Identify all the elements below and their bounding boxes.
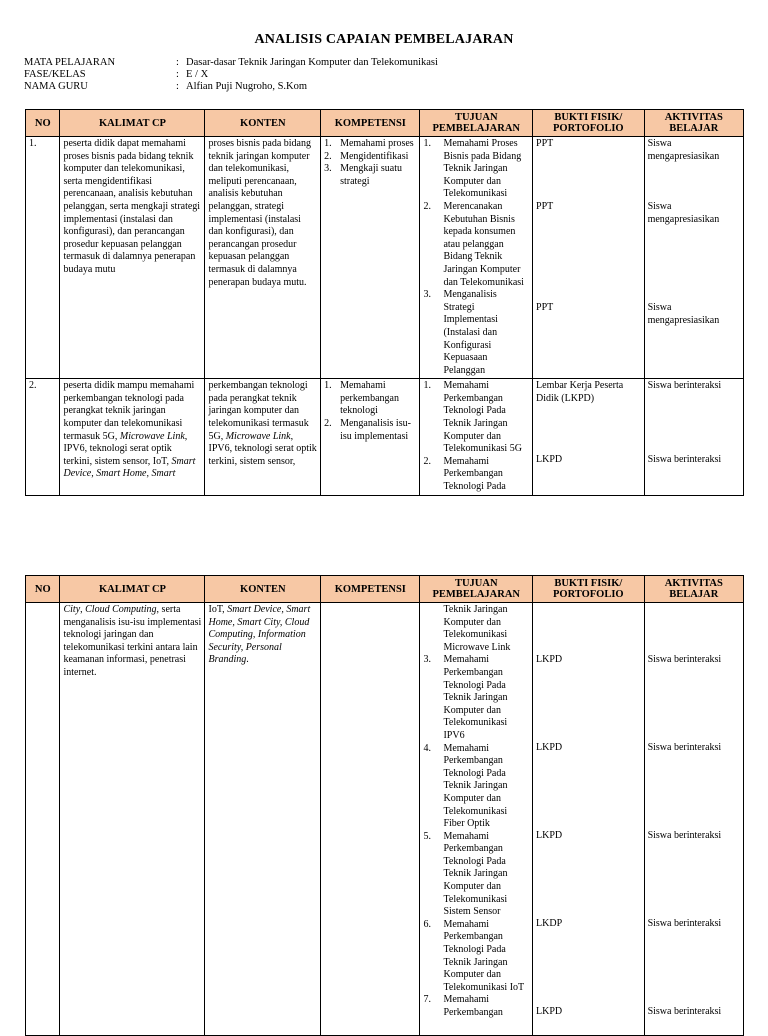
item-number: 2. [324,418,332,430]
list-item-continued [423,604,529,654]
aktivitas-item: Siswa berinteraksi [647,1006,722,1017]
analysis-table-page-2 [25,575,744,1036]
aktivitas-cell [644,603,743,1036]
document-meta [24,57,438,93]
italic-term: Microwave Link [119,430,185,442]
text-run: IoT, [208,604,228,615]
meta-row-subject [24,57,438,69]
bukti-item: LKDP [536,918,563,929]
meta-separator: : [176,69,179,80]
bukti-item: PPT [536,138,554,149]
list-item [324,151,416,164]
document-title: ANALISIS CAPAIAN PEMBELAJARAN [254,32,514,47]
list-item [423,201,529,289]
list-item [324,418,416,443]
header-aktivitas-belajar [644,576,743,603]
header-line: TUJUAN [454,578,498,589]
header-line: AKTIVITAS [664,578,723,589]
list-item [423,380,529,456]
header-line: BELAJAR [669,123,719,134]
tujuan-cell [420,137,533,379]
item-text: Memahami Perkembangan Teknologi Pada Teknik Jaringan Komputer dan Telekomunikasi Fiber Optik [443,742,508,830]
item-text: Memahami Perkembangan Teknologi Pada Teknik Jaringan Komputer dan Telekomunikasi Sistem Sensor [443,830,508,918]
item-number: 3. [423,289,431,301]
meta-row-teacher [24,81,438,93]
bukti-item: PPT [536,201,554,212]
text-run: peserta didik mampu memahami perkembangan teknologi pada perangkat teknik jaringan komputer dan telekomunikasi termasuk 5G, [63,380,195,442]
item-text: Mengidentifikasi [340,150,409,162]
list-item [324,138,416,151]
item-text: Menganalisis Strategi Implementasi (Instalasi dan Konfigurasi Kepuasaan Pelanggan [443,289,498,376]
table-header-row [26,110,744,137]
item-text: Memahami Perkembangan Teknologi Pada Teknik Jaringan Komputer dan Telekomunikasi IoT [443,918,525,993]
header-no: NO [26,110,60,137]
list-item [423,831,529,919]
analysis-table-page-1 [25,109,744,496]
aktivitas-item: Siswa mengapresiasikan [647,138,720,162]
text-run: . [246,654,249,666]
tujuan-cell [420,603,533,1036]
aktivitas-cell [644,137,743,379]
italic-term: Cloud Computing [85,604,157,615]
header-line: AKTIVITAS [664,112,723,123]
item-text: Mengkaji suatu strategi [340,163,403,187]
header-tujuan-pembelajaran [420,576,533,603]
bukti-item: LKPD [536,454,563,466]
item-number: 2. [423,455,431,467]
item-text: Memahami Perkembangan Teknologi Pada [443,455,506,493]
header-line: TUJUAN [454,112,498,123]
meta-value: Alfian Puji Nugroho, S.Kom [186,81,308,92]
meta-value: Dasar-dasar Teknik Jaringan Komputer dan Telekomunikasi [186,57,438,68]
list-item [423,919,529,995]
text-run: , [80,604,86,615]
header-bukti-fisik [533,576,645,603]
header-tujuan-pembelajaran [420,110,533,137]
item-text: Memahami Perkembangan [443,994,503,1018]
item-text: Memahami perkembangan teknologi [340,380,399,417]
aktivitas-item: Siswa berinteraksi [647,380,722,392]
konten-cell: proses bisnis pada bidang teknik jaringan komputer dan telekomunikasi, meliputi perencanaan, analisis kebutuhan pelanggan, strategi implementasi (instalasi dan konfigurasi), dan perancangan prosedur kepuasan pelanggan termasuk di dalamnya penerapan budaya mutu. [205,137,321,379]
kalimat-cp-cell [60,379,205,495]
bukti-item: LKPD [536,654,563,665]
italic-term: City [63,604,81,615]
konten-cell [205,603,321,1036]
list-item [324,380,416,418]
text-run: , serta menganalisis isu-isu implementasi teknologi jaringan dan telekomunikasi terkini antara lain keamanan informasi, penetrasi internet. [63,604,202,678]
header-line: BELAJAR [669,589,719,600]
meta-separator: : [176,81,179,92]
italic-term: Smart Device, Smart Home, Smart City, Cloud Computing, Information Security, Personal Branding [208,604,311,666]
item-text: Memahami Proses Bisnis pada Bidang Teknik Jaringan Komputer dan Telekomunikasi [443,138,522,200]
table-header-row [26,576,744,603]
meta-label: NAMA GURU [24,81,88,92]
italic-term: Smart Device, Smart Home, Smart [63,455,196,480]
item-text: Memahami proses [340,138,414,149]
bukti-item: PPT [536,302,554,313]
header-konten: KONTEN [205,110,321,137]
text-run: , IPV6, teknologi serat optik terkini, sistem sensor, IoT, [63,430,188,467]
item-number: 1. [423,138,431,149]
item-text: Memahami Perkembangan Teknologi Pada Teknik Jaringan Komputer dan Telekomunikasi IPV6 [443,654,508,741]
bukti-cell [533,603,645,1036]
row-number [26,603,60,1036]
meta-row-class [24,69,438,81]
item-number: 3. [423,654,431,666]
kompetensi-cell [321,379,420,495]
row-number: 2. [26,379,60,495]
list-item [423,289,529,377]
aktivitas-item: Siswa mengapresiasikan [647,201,720,225]
aktivitas-item: Siswa berinteraksi [647,830,722,841]
aktivitas-item: Siswa berinteraksi [647,654,722,665]
item-number: 3. [324,163,332,175]
kompetensi-cell [321,137,420,379]
item-number-blank [423,604,443,654]
aktivitas-item: Siswa berinteraksi [647,742,722,753]
bukti-item: LKPD [536,1006,563,1017]
kalimat-cp-cell [60,603,205,1036]
row-number: 1. [26,137,60,379]
header-line: PEMBELAJARAN [432,123,520,134]
list-item [423,138,529,201]
item-number: 1. [324,380,332,392]
header-kalimat-cp: KALIMAT CP [60,576,205,603]
header-kalimat-cp: KALIMAT CP [60,110,205,137]
item-number: 6. [423,918,431,930]
list-item [423,456,529,494]
item-number: 1. [324,138,332,149]
bukti-item: LKPD [536,742,563,753]
bukti-cell [533,137,645,379]
item-text: Merencanakan Kebutuhan Bisnis kepada konsumen atau pelanggan Bidang Teknik Jaringan Komputer dan Telekomunikasi [443,200,524,288]
aktivitas-item: Siswa mengapresiasikan [647,302,720,326]
meta-label: FASE/KELAS [24,69,86,80]
header-aktivitas-belajar [644,110,743,137]
table-row [26,137,744,379]
item-number: 2. [324,150,332,162]
item-text: Teknik Jaringan Komputer dan Telekomunikasi Microwave Link [443,604,511,653]
header-line: BUKTI FISIK/ [554,112,623,123]
meta-separator: : [176,57,179,68]
bukti-cell [533,379,645,495]
meta-value: E / X [186,69,209,80]
bukti-item: LKPD [536,830,563,841]
list-item [423,654,529,742]
konten-cell [205,379,321,495]
aktivitas-item: Siswa berinteraksi [647,454,722,466]
kalimat-cp-cell: peserta didik dapat memahami proses bisnis pada bidang teknik komputer dan telekomunikasi, serta mengidentifikasi perencanaan, analisis kebutuhan pelanggan, serta mengkaji strategi implementasi (instalasi dan konfigurasi), dan perancangan prosedur kepuasan pelanggan termasuk di dalamnya penerapan budaya mutu [60,137,205,379]
aktivitas-item: Siswa berinteraksi [647,918,722,929]
header-kompetensi: KOMPETENSI [321,110,420,137]
header-line: PORTOFOLIO [552,589,624,600]
text-run: , IPV6, teknologi serat optik terkini, sistem sensor, [208,430,317,467]
item-number: 4. [423,742,431,754]
item-number: 2. [423,200,431,212]
list-item [324,163,416,188]
item-text: Menganalisis isu-isu implementasi [340,418,411,442]
table-row [26,603,744,1036]
bukti-item: Lembar Kerja Peserta Didik (LKPD) [536,380,624,404]
item-number: 7. [423,994,431,1006]
header-bukti-fisik [533,110,645,137]
tujuan-cell [420,379,533,495]
header-no: NO [26,576,60,603]
list-item [423,743,529,831]
item-text: Memahami Perkembangan Teknologi Pada Teknik Jaringan Komputer dan Telekomunikasi 5G [443,380,522,455]
list-item [423,994,529,1019]
item-number: 5. [423,830,431,842]
header-line: PORTOFOLIO [552,123,624,134]
header-konten: KONTEN [205,576,321,603]
kompetensi-cell [321,603,420,1036]
header-line: PEMBELAJARAN [432,589,520,600]
header-kompetensi: KOMPETENSI [321,576,420,603]
header-line: BUKTI FISIK/ [554,578,623,589]
table-row [26,379,744,495]
item-number: 1. [423,380,431,392]
meta-label: MATA PELAJARAN [24,57,116,68]
text-run: perkembangan teknologi pada perangkat teknik jaringan komputer dan telekomunikasi termasuk 5G, [208,380,309,442]
aktivitas-cell [644,379,743,495]
italic-term: Microwave Link [225,430,291,442]
